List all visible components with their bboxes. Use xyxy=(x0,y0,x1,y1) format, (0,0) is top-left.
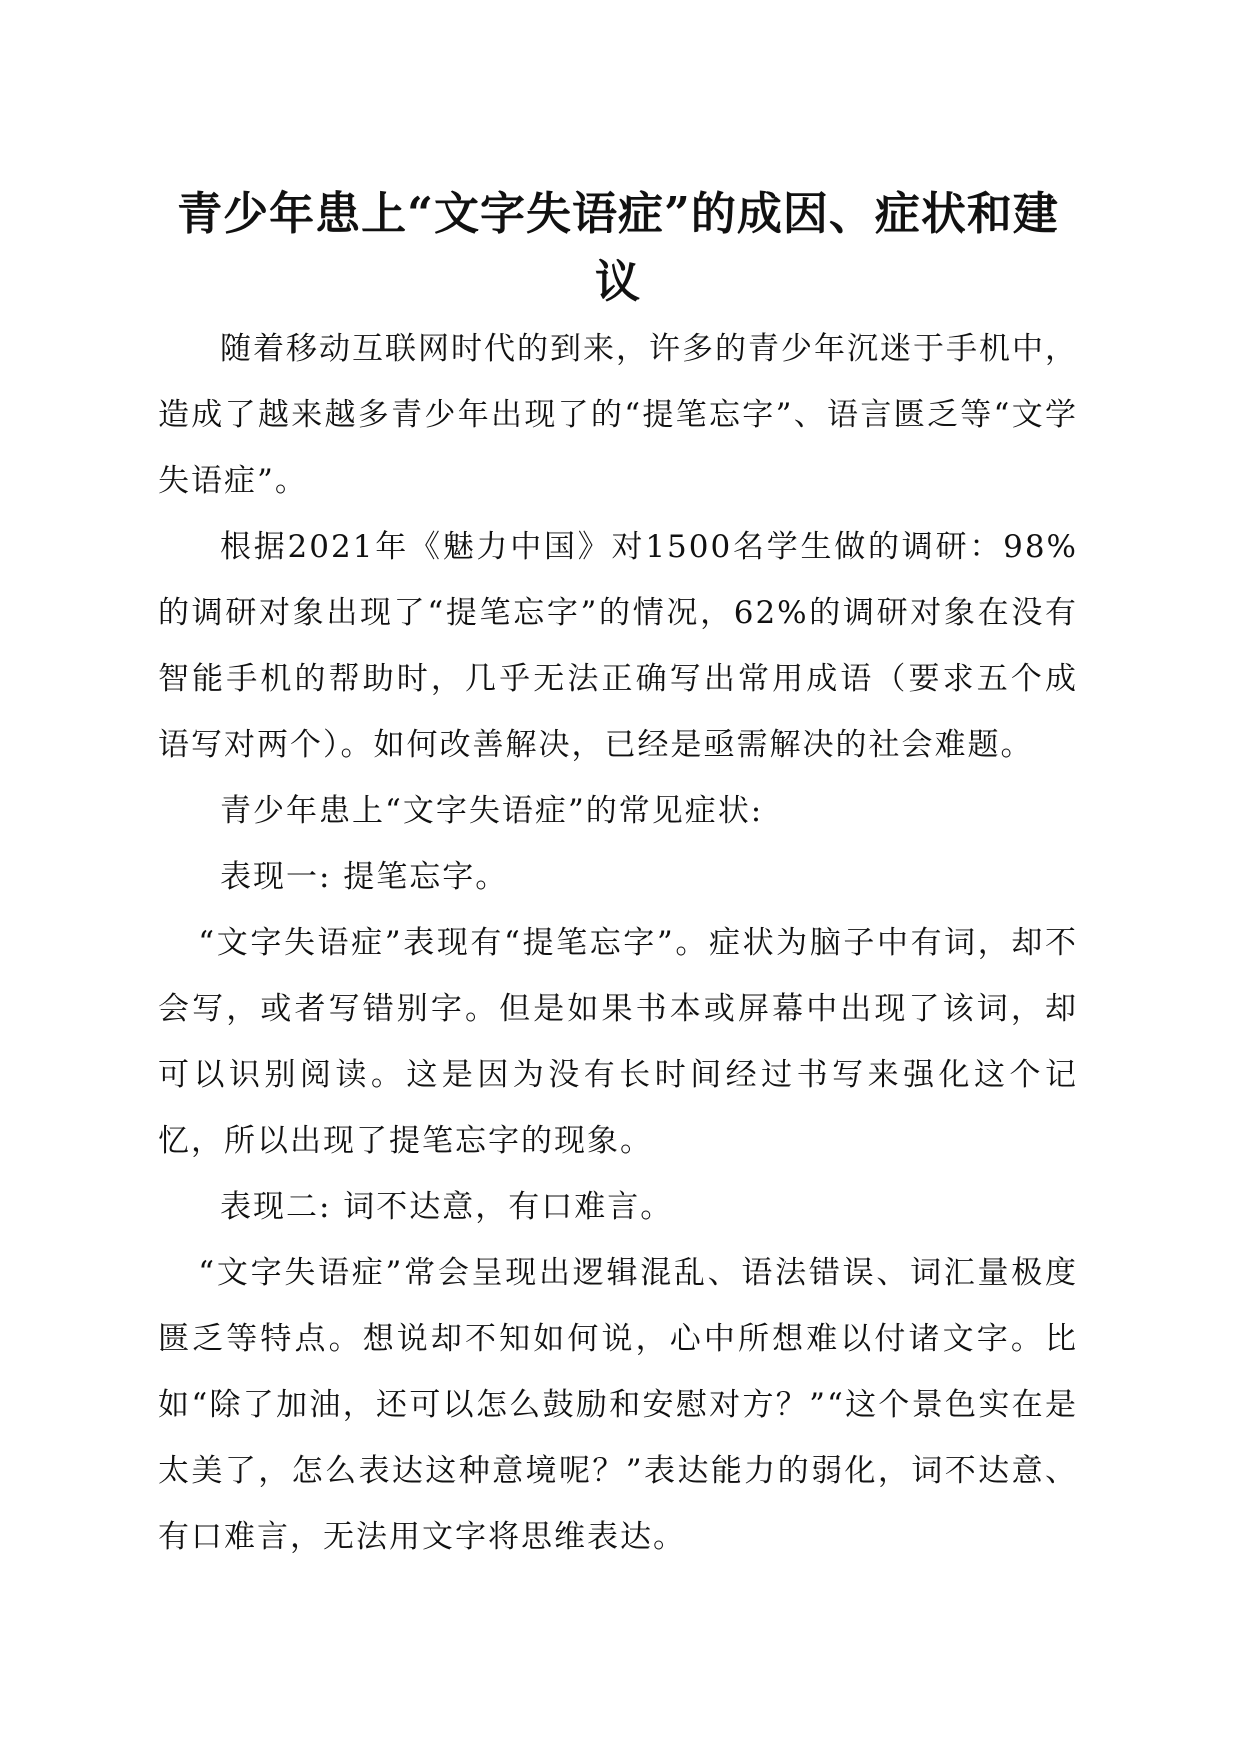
paragraph-symptom-one-body: “文字失语症”表现有“提笔忘字”。症状为脑子中有词，却不会写，或者写错别字。但是如果书本或屏幕中出现了该词，却可以识别阅读。这是因为没有长时间经过书写来强化这个记忆，所以出现了提笔忘字的现象。 xyxy=(158,925,1078,1159)
document-body xyxy=(158,180,1078,1570)
title-line-2: 议 xyxy=(594,255,641,308)
paragraph-symptoms-heading: 青少年患上“文字失语症”的常见症状: xyxy=(220,793,764,829)
paragraph-symptom-one-heading: 表现一: 提笔忘字。 xyxy=(220,859,509,895)
paragraph-intro: 随着移动互联网时代的到来，许多的青少年沉迷于手机中，造成了越来越多青少年出现了的“提笔忘字”、语言匮乏等“文学失语症”。 xyxy=(158,331,1078,499)
paragraph-symptom-two-body: “文字失语症”常会呈现出逻辑混乱、语法错误、词汇量极度匮乏等特点。想说却不知如何说，心中所想难以付诸文字。比如“除了加油，还可以怎么鼓励和安慰对方？”“这个景色实在是太美了，怎么表达这种意境呢？”表达能力的弱化，词不达意、有口难言，无法用文字将思维表达。 xyxy=(158,1255,1078,1555)
paragraph-symptom-two-heading: 表现二: 词不达意，有口难言。 xyxy=(220,1189,674,1225)
paragraph-survey: 根据2021年《魅力中国》对1500名学生做的调研：98%的调研对象出现了“提笔忘字”的情况，62%的调研对象在没有智能手机的帮助时，几乎无法正确写出常用成语（要求五个成语写对两个）。如何改善解决，已经是亟需解决的社会难题。 xyxy=(158,529,1078,763)
document-title xyxy=(158,180,1078,316)
title-line-1: 青少年患上“文字失语症”的成因、症状和建 xyxy=(177,187,1059,240)
